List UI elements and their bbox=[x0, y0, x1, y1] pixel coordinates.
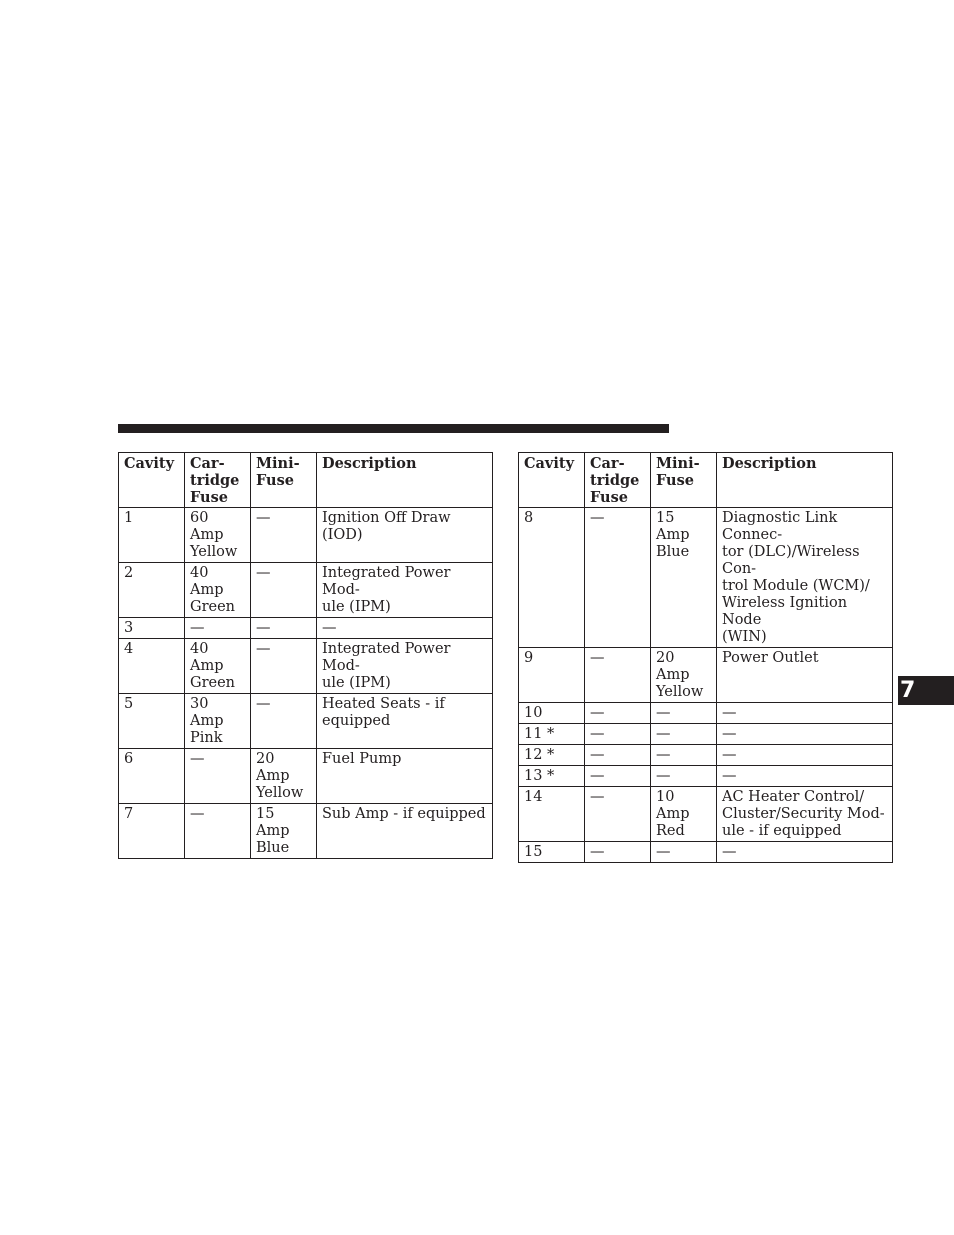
cell-cartridge-fuse: 30 Amp Pink bbox=[185, 694, 251, 749]
table-row bbox=[519, 842, 893, 863]
chapter-tab: 7 bbox=[898, 676, 954, 705]
cell-cartridge-fuse: — bbox=[585, 724, 651, 745]
cell-cavity: 7 bbox=[119, 804, 185, 859]
cell-cavity: 6 bbox=[119, 749, 185, 804]
cell-mini-fuse: — bbox=[251, 618, 317, 639]
table-row bbox=[519, 703, 893, 724]
cell-cavity: 15 bbox=[519, 842, 585, 863]
table-row bbox=[119, 618, 493, 639]
cell-mini-fuse: 15 Amp Blue bbox=[251, 804, 317, 859]
cell-cartridge-fuse: — bbox=[585, 508, 651, 648]
cell-cartridge-fuse: 60 Amp Yellow bbox=[185, 508, 251, 563]
cell-cartridge-fuse: — bbox=[185, 618, 251, 639]
header-mini-fuse: Mini- Fuse bbox=[651, 453, 717, 508]
cell-cavity: 12 * bbox=[519, 745, 585, 766]
table-row bbox=[519, 648, 893, 703]
cell-cartridge-fuse: — bbox=[185, 749, 251, 804]
table-row bbox=[119, 804, 493, 859]
cell-description: Integrated Power Mod- ule (IPM) bbox=[317, 563, 493, 618]
cell-cartridge-fuse: 40 Amp Green bbox=[185, 563, 251, 618]
cell-description: — bbox=[717, 724, 893, 745]
cell-description: Diagnostic Link Connec- tor (DLC)/Wireless Con- trol Module (WCM)/ Wireless Ignition Node (WIN) bbox=[717, 508, 893, 648]
cell-description: — bbox=[317, 618, 493, 639]
cell-description: Power Outlet bbox=[717, 648, 893, 703]
cell-mini-fuse: — bbox=[251, 694, 317, 749]
cell-mini-fuse: 10 Amp Red bbox=[651, 787, 717, 842]
cell-cartridge-fuse: — bbox=[585, 766, 651, 787]
cell-mini-fuse: — bbox=[651, 703, 717, 724]
cell-mini-fuse: 20 Amp Yellow bbox=[651, 648, 717, 703]
cell-cavity: 13 * bbox=[519, 766, 585, 787]
cell-cavity: 9 bbox=[519, 648, 585, 703]
cell-cartridge-fuse: — bbox=[585, 842, 651, 863]
header-description: Description bbox=[717, 453, 893, 508]
cell-description: AC Heater Control/ Cluster/Security Mod- ule - if equipped bbox=[717, 787, 893, 842]
cell-cartridge-fuse: 40 Amp Green bbox=[185, 639, 251, 694]
cell-cartridge-fuse: — bbox=[585, 648, 651, 703]
table-row bbox=[519, 508, 893, 648]
cell-cartridge-fuse: — bbox=[585, 703, 651, 724]
cell-mini-fuse: — bbox=[651, 766, 717, 787]
table-row bbox=[119, 749, 493, 804]
cell-description: Integrated Power Mod- ule (IPM) bbox=[317, 639, 493, 694]
header-mini-fuse: Mini- Fuse bbox=[251, 453, 317, 508]
cell-cavity: 11 * bbox=[519, 724, 585, 745]
cell-description: — bbox=[717, 703, 893, 724]
cell-mini-fuse: — bbox=[251, 563, 317, 618]
table-header-row bbox=[519, 453, 893, 508]
cell-cavity: 1 bbox=[119, 508, 185, 563]
table-row bbox=[519, 724, 893, 745]
table-row bbox=[119, 508, 493, 563]
cell-description: — bbox=[717, 842, 893, 863]
table-row bbox=[119, 563, 493, 618]
cell-mini-fuse: — bbox=[251, 639, 317, 694]
cell-description: Heated Seats - if equipped bbox=[317, 694, 493, 749]
header-description: Description bbox=[317, 453, 493, 508]
cell-cartridge-fuse: — bbox=[585, 745, 651, 766]
cell-mini-fuse: — bbox=[651, 724, 717, 745]
cell-description: — bbox=[717, 766, 893, 787]
cell-cavity: 8 bbox=[519, 508, 585, 648]
cell-cavity: 14 bbox=[519, 787, 585, 842]
header-cavity: Cavity bbox=[519, 453, 585, 508]
cell-cavity: 3 bbox=[119, 618, 185, 639]
cell-mini-fuse: 15 Amp Blue bbox=[651, 508, 717, 648]
section-rule bbox=[118, 424, 669, 433]
header-cartridge-fuse: Car- tridge Fuse bbox=[585, 453, 651, 508]
cell-mini-fuse: 20 Amp Yellow bbox=[251, 749, 317, 804]
cell-cartridge-fuse: — bbox=[585, 787, 651, 842]
cell-cavity: 10 bbox=[519, 703, 585, 724]
cell-description: Sub Amp - if equipped bbox=[317, 804, 493, 859]
table-header-row bbox=[119, 453, 493, 508]
cell-cavity: 5 bbox=[119, 694, 185, 749]
cell-cavity: 4 bbox=[119, 639, 185, 694]
cell-description: Ignition Off Draw (IOD) bbox=[317, 508, 493, 563]
table-row bbox=[519, 745, 893, 766]
cell-cartridge-fuse: — bbox=[185, 804, 251, 859]
cell-cavity: 2 bbox=[119, 563, 185, 618]
cell-mini-fuse: — bbox=[651, 842, 717, 863]
fuse-table-right bbox=[518, 452, 893, 863]
cell-description: — bbox=[717, 745, 893, 766]
fuse-table-left bbox=[118, 452, 493, 859]
header-cavity: Cavity bbox=[119, 453, 185, 508]
cell-mini-fuse: — bbox=[251, 508, 317, 563]
table-row bbox=[119, 694, 493, 749]
header-cartridge-fuse: Car- tridge Fuse bbox=[185, 453, 251, 508]
table-row bbox=[519, 766, 893, 787]
table-row bbox=[119, 639, 493, 694]
table-row bbox=[519, 787, 893, 842]
cell-description: Fuel Pump bbox=[317, 749, 493, 804]
cell-mini-fuse: — bbox=[651, 745, 717, 766]
